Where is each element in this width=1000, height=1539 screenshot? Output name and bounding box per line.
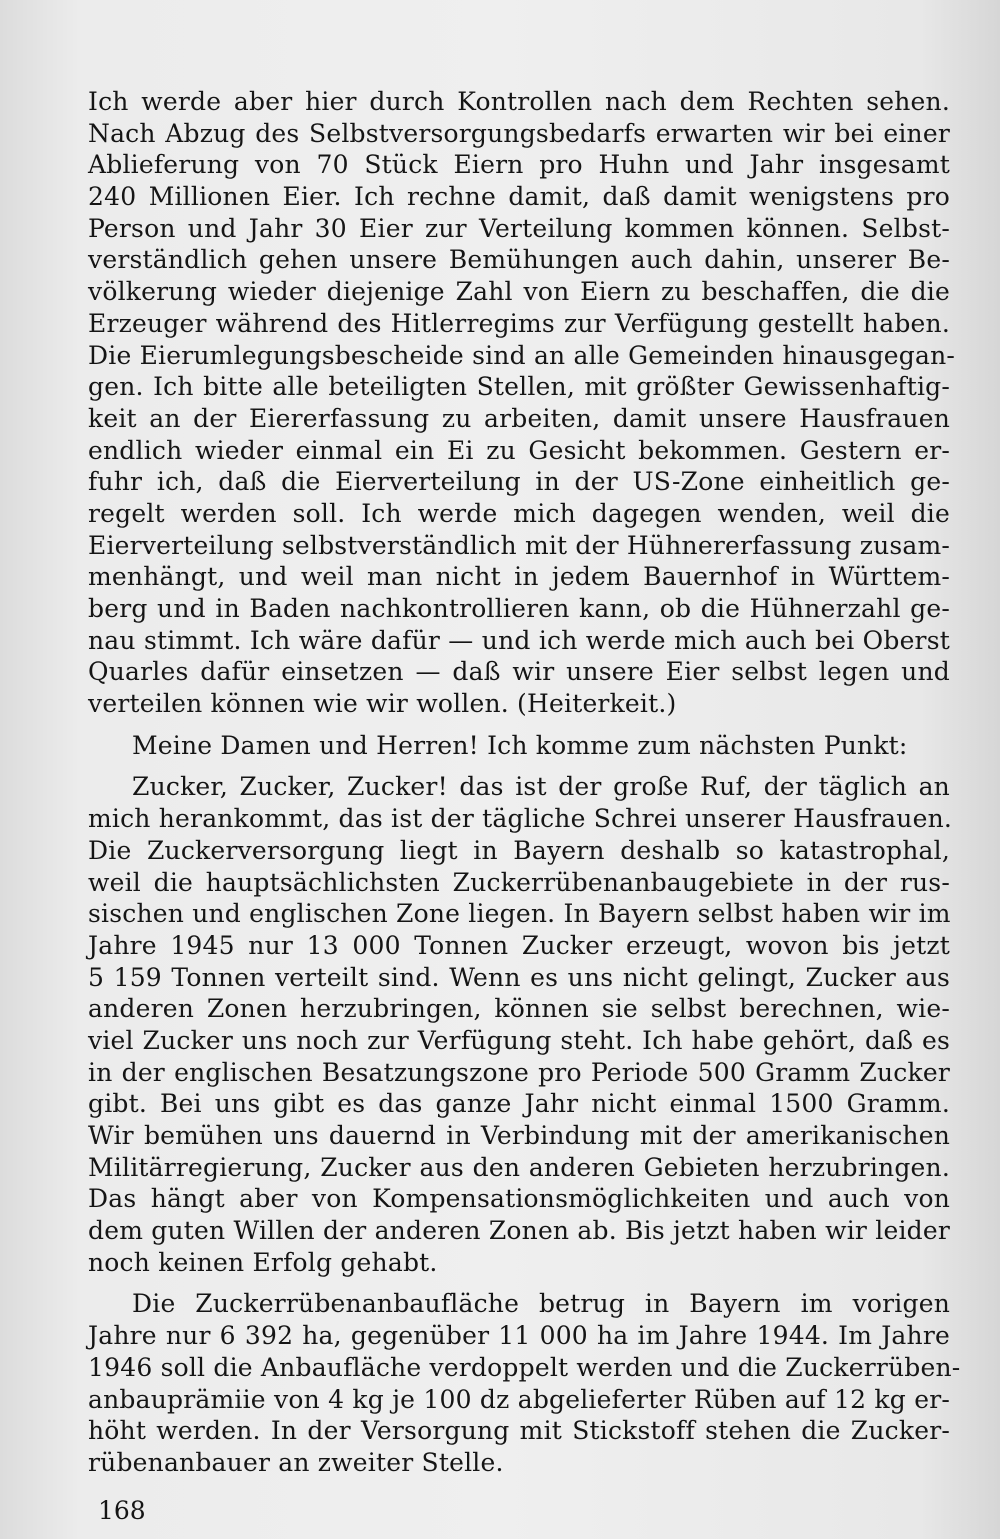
text-line: anderen Zonen herzubringen, können sie selbst berechnen, wie- [88, 994, 950, 1024]
text-line: völkerung wieder diejenige Zahl von Eiern zu beschaffen, die die [88, 277, 950, 307]
paragraph [88, 1288, 961, 1478]
text-line: keit an der Eiererfassung zu arbeiten, damit unsere Hausfrauen [88, 403, 950, 433]
text-line: Nach Abzug des Selbstversorgungsbedarfs erwarten wir bei einer [88, 118, 950, 148]
paragraph-gap [88, 1278, 950, 1288]
paragraph-gap [88, 761, 950, 771]
text-line: verständlich gehen unsere Bemühungen auch dahin, unserer Be- [88, 245, 950, 275]
text-line: Quarles dafür einsetzen — daß wir unsere Eier selbst legen und [88, 657, 950, 687]
text-line: Das hängt aber von Kompensationsmöglichkeiten und auch von [88, 1184, 950, 1214]
text-line: Zucker, Zucker, Zucker! das ist der große Ruf, der täglich an [132, 772, 950, 802]
text-line: Eierverteilung selbstverständlich mit der Hühnererfassung zusam- [88, 530, 951, 560]
text-line: gibt. Bei uns gibt es das ganze Jahr nicht einmal 1500 Gramm. [88, 1089, 950, 1119]
paragraph [88, 771, 953, 1278]
text-line: Wir bemühen uns dauernd in Verbindung mit der amerikanischen [88, 1121, 950, 1150]
paragraph [88, 86, 956, 720]
text-line: nau stimmt. Ich wäre dafür — und ich werde mich auch bei Oberst [88, 625, 950, 655]
text-line: 240 Millionen Eier. Ich rechne damit, daß damit wenigstens pro [88, 182, 950, 212]
text-line: Ich werde aber hier durch Kontrollen nach dem Rechten sehen. [88, 87, 950, 116]
body-text [88, 86, 961, 1479]
text-line: noch keinen Erfolg gehabt. [88, 1247, 438, 1277]
text-line: in der englischen Besatzungszone pro Periode 500 Gramm Zucker [88, 1057, 950, 1087]
page-number: 168 [98, 1496, 146, 1525]
paragraph-gap [88, 720, 950, 730]
text-line: höht werden. In der Versorgung mit Stickstoff stehen die Zucker- [88, 1416, 950, 1446]
text-line: Person und Jahr 30 Eier zur Verteilung kommen können. Selbst- [88, 213, 950, 243]
text-line: Jahre nur 6 392 ha, gegenüber 11 000 ha im Jahre 1944. Im Jahre [88, 1321, 950, 1351]
text-line: weil die hauptsächlichsten Zuckerrübenanbaugebiete in der rus- [88, 867, 950, 897]
text-line: Militärregierung, Zucker aus den anderen Gebieten herzubringen. [88, 1152, 950, 1182]
text-line: mich herankommt, das ist der tägliche Schrei unserer Hausfrauen. [88, 804, 953, 834]
paragraph [88, 730, 950, 762]
text-line: Die Zuckerversorgung liegt in Bayern deshalb so katastrophal, [88, 835, 950, 865]
text-line: gen. Ich bitte alle beteiligten Stellen, mit größter Gewissenhaftig- [88, 372, 950, 402]
text-line: verteilen können wie wir wollen. (Heiterkeit.) [88, 689, 677, 719]
text-line: 5 159 Tonnen verteilt sind. Wenn es uns nicht gelingt, Zucker aus [88, 962, 950, 992]
text-line: 1946 soll die Anbaufläche verdoppelt werden und die Zuckerrüben- [88, 1352, 961, 1382]
text-line: viel Zucker uns noch zur Verfügung steht. Ich habe gehört, daß es [88, 1025, 950, 1055]
text-line: Erzeuger während des Hitlerregims zur Verfügung gestellt haben. [88, 308, 950, 338]
text-line: fuhr ich, daß die Eierverteilung in der US-Zone einheitlich ge- [88, 467, 950, 497]
text-line: Ablieferung von 70 Stück Eiern pro Huhn und Jahr insgesamt [88, 150, 950, 180]
text-line: endlich wieder einmal ein Ei zu Gesicht bekommen. Gestern er- [88, 435, 950, 465]
text-line: Meine Damen und Herren! Ich komme zum nächsten Punkt: [132, 730, 908, 760]
text-line: menhängt, und weil man nicht in jedem Bauernhof in Württem- [88, 562, 950, 592]
text-line: Jahre 1945 nur 13 000 Tonnen Zucker erzeugt, wovon bis jetzt [88, 930, 950, 960]
text-line: sischen und englischen Zone liegen. In Bayern selbst haben wir im [88, 899, 951, 929]
text-line: regelt werden soll. Ich werde mich dagegen wenden, weil die [88, 498, 950, 528]
text-line: dem guten Willen der anderen Zonen ab. Bis jetzt haben wir leider [88, 1216, 950, 1246]
text-line: Die Eierumlegungsbescheide sind an alle Gemeinden hinausgegan- [88, 340, 956, 370]
text-line: berg und in Baden nachkontrollieren kann, ob die Hühnerzahl ge- [88, 594, 950, 623]
text-line: anbauprämiie von 4 kg je 100 dz abgelieferter Rüben auf 12 kg er- [88, 1384, 950, 1414]
text-line: rübenanbauer an zweiter Stelle. [88, 1447, 504, 1477]
text-line: Die Zuckerrübenanbaufläche betrug in Bayern im vorigen [132, 1289, 950, 1319]
